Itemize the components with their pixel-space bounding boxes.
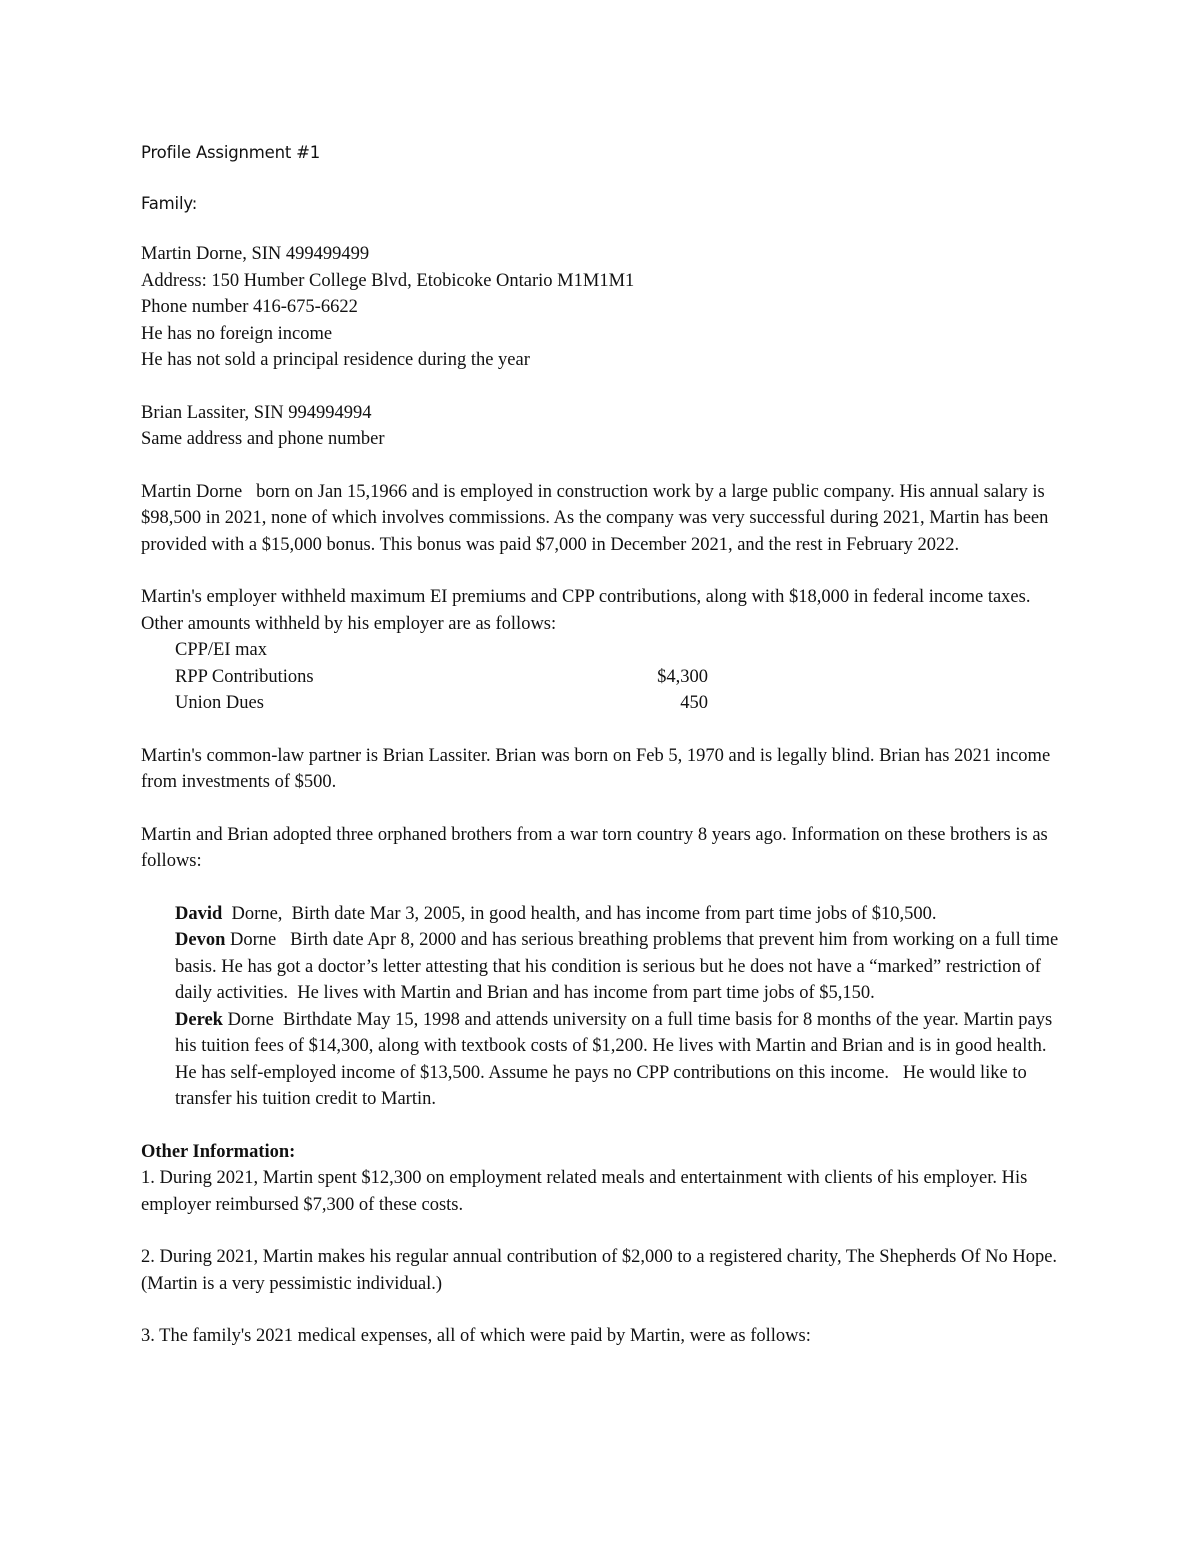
withholding-label: Union Dues (175, 693, 264, 713)
withholding-label: CPP/EI max (175, 640, 267, 660)
brother-description: Dorne Birthdate May 15, 1998 and attends university on a full time basis for 8 months of the year. Martin pays his tuition fees of $14,300, along with textbook costs of $1,200. He lives with Martin and Brian and is in good health. He has self-employed income of $13,500. Assume he pays no CPP contributions on this income. He would like to transfer his tuition credit to Martin. (175, 1009, 1057, 1109)
other-info-item-2: 2. During 2021, Martin makes his regular annual contribution of $2,000 to a registered charity, The Shepherds Of No Hope. (Martin is a very pessimistic individual.) (141, 1247, 1058, 1294)
martin-sin: Martin Dorne, SIN 499499499 (141, 244, 370, 264)
other-info-item-1: 1. During 2021, Martin spent $12,300 on employment related meals and entertainment with clients of his employer. His employer reimbursed $7,300 of these costs. (141, 1168, 1028, 1215)
brother-description: Dorne Birth date Apr 8, 2000 and has serious breathing problems that prevent him from working on a full time basis. He has got a doctor’s letter attesting that his condition is serious but he does not have a “marked” restriction of daily activities. He lives with Martin and Brian and has income from part time jobs of $5,150. (175, 930, 1063, 1003)
brother-name: Devon (175, 930, 226, 950)
brother-entry-derek (175, 1007, 1071, 1113)
withholding-amount: 450 (680, 693, 708, 713)
adopted-paragraph: Martin and Brian adopted three orphaned brothers from a war torn country 8 years ago. Information on these brothers is as follows: (141, 824, 1048, 871)
employment-paragraph: Martin Dorne born on Jan 15,1966 and is employed in construction work by a large public company. His annual salary is $98,500 in 2021, none of which involves commissions. As the company was very successful during 2021, Martin has been provided with a $15,000 bonus. This bonus was paid $7,000 in December 2021, and the rest in February 2022. (141, 481, 1054, 555)
brother-name: David (175, 903, 223, 924)
withheld-paragraph: Martin's employer withheld maximum EI premiums and CPP contributions, along with $18,000 in federal income taxes. Other amounts withheld by his employer are as follows: (141, 587, 1031, 634)
other-information-heading: Other Information: (141, 1141, 296, 1162)
martin-details (141, 241, 1071, 374)
withholding-amount: $4,300 (657, 666, 708, 687)
brother-description: Dorne, Birth date Mar 3, 2005, in good health, and has income from part time jobs of $10,500. (222, 903, 937, 924)
family-label: Family: (141, 193, 198, 213)
brian-details (141, 400, 1071, 453)
partner-paragraph: Martin's common-law partner is Brian Lassiter. Brian was born on Feb 5, 1970 and is legally blind. Brian has 2021 income from investments of $500. (141, 745, 1051, 792)
other-info-item-3: 3. The family's 2021 medical expenses, all of which were paid by Martin, were as follows: (141, 1326, 811, 1346)
withholding-row (175, 637, 1071, 664)
martin-residence: He has not sold a principal residence during the year (141, 350, 530, 370)
brian-address-note: Same address and phone number (141, 429, 385, 449)
brother-entry-david (175, 901, 1071, 928)
brother-entry-devon (175, 927, 1071, 1007)
withholding-row (175, 664, 1071, 691)
martin-foreign-income: He has no foreign income (141, 323, 333, 344)
brian-sin: Brian Lassiter, SIN 994994994 (141, 402, 372, 423)
withholdings-table (175, 637, 1071, 717)
brother-name: Derek (175, 1009, 223, 1030)
withholding-amount (475, 637, 708, 664)
document-page (141, 140, 1071, 1350)
brothers-list (175, 901, 1071, 1113)
martin-phone: Phone number 416-675-6622 (141, 297, 358, 317)
withholding-row (175, 690, 1071, 717)
document-title: Profile Assignment #1 (141, 143, 321, 162)
withholding-label: RPP Contributions (175, 666, 314, 687)
martin-address: Address: 150 Humber College Blvd, Etobicoke Ontario M1M1M1 (141, 270, 635, 291)
